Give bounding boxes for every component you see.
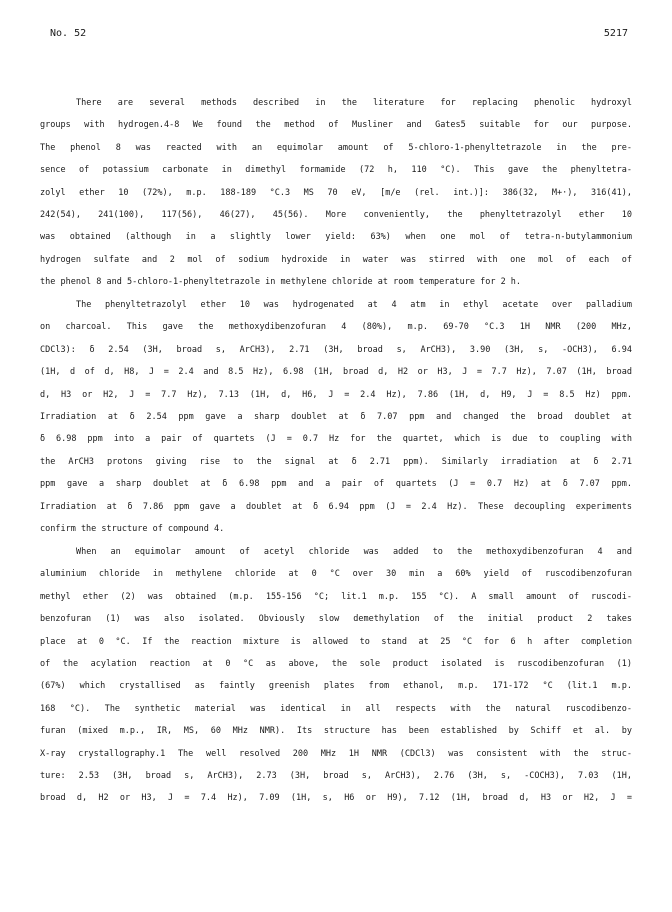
text-line: the phenol 8 and 5-chloro-1-phenyltetrazole in methylene chloride at room temperature for 2 h. — [40, 277, 522, 288]
text-line: furan (mixed m.p., IR, MS, 60 MHz NMR). Its structure has been established by Schiff et al. by — [40, 726, 632, 737]
text-line: X-ray crystallography.1 The well resolved 200 MHz 1H NMR (CDCl3) was consistent with the struc- — [40, 748, 632, 759]
text-line: (67%) which crystallised as faintly greenish plates from ethanol, m.p. 171-172 °C (lit.1 m.p. — [40, 681, 632, 692]
text-line: 168 °C). The synthetic material was identical in all respects with the natural ruscodibenzo- — [40, 703, 632, 714]
text-line: The phenol 8 was reacted with an equimolar amount of 5-chloro-1-phenyltetrazole in the pre- — [40, 142, 632, 153]
text-line: The phenyltetrazolyl ether 10 was hydrogenated at 4 atm in ethyl acetate over palladium — [76, 300, 632, 310]
paragraph-methods — [40, 92, 632, 294]
text-line: d, H3 or H2, J = 7.7 Hz), 7.13 (1H, d, H6, J = 2.4 Hz), 7.86 (1H, d, H9, J = 8.5 Hz) ppm. — [40, 389, 632, 400]
text-line: Irradiation at δ 2.54 ppm gave a sharp doublet at δ 7.07 ppm and changed the broad doublet at — [40, 412, 632, 423]
text-line: ture: 2.53 (3H, broad s, ArCH3), 2.73 (3H, broad s, ArCH3), 2.76 (3H, s, -COCH3), 7.03 (1H, — [40, 771, 632, 782]
text-line: hydrogen sulfate and 2 mol of sodium hydroxide in water was stirred with one mol of each of — [40, 254, 632, 265]
text-line: (1H, d of d, H8, J = 2.4 and 8.5 Hz), 6.98 (1H, broad d, H2 or H3, J = 7.7 Hz), 7.07 (1H, broad — [40, 367, 632, 378]
text-line: on charcoal. This gave the methoxydibenzofuran 4 (80%), m.p. 69-70 °C.3 1H NMR (200 MHz, — [40, 322, 632, 333]
text-line: When an equimolar amount of acetyl chloride was added to the methoxydibenzofuran 4 and — [76, 547, 632, 557]
text-line: benzofuran (1) was also isolated. Obviously slow demethylation of the initial product 2 takes — [40, 614, 632, 625]
text-line: 242(54), 241(100), 117(56), 46(27), 45(56). More conveniently, the phenyltetrazolyl ether 10 — [40, 210, 632, 221]
paragraph-acylation — [40, 541, 632, 810]
paragraph-hydrogenation — [40, 294, 632, 540]
text-line: Irradiation at δ 7.86 ppm gave a doublet at δ 6.94 ppm (J = 2.4 Hz). These decoupling experiments — [40, 501, 632, 512]
text-line: δ 6.98 ppm into a pair of quartets (J = 0.7 Hz for the quartet, which is due to coupling with — [40, 434, 632, 445]
text-line: methyl ether (2) was obtained (m.p. 155-156 °C; lit.1 m.p. 155 °C). A small amount of ruscodi- — [40, 591, 632, 602]
text-line: sence of potassium carbonate in dimethyl formamide (72 h, 110 °C). This gave the phenyltetra- — [40, 165, 632, 176]
text-line: groups with hydrogen.4-8 We found the method of Musliner and Gates5 suitable for our purpose. — [40, 120, 632, 131]
text-line: ppm gave a sharp doublet at δ 6.98 ppm and a pair of quartets (J = 0.7 Hz) at δ 7.07 ppm. — [40, 479, 632, 490]
text-line: was obtained (although in a slightly lower yield: 63%) when one mol of tetra-n-butylammonium — [40, 232, 632, 243]
page-number: 5217 — [603, 28, 628, 39]
issue-number: No. 52 — [50, 28, 87, 39]
text-line: CDCl3): δ 2.54 (3H, broad s, ArCH3), 2.71 (3H, broad s, ArCH3), 3.90 (3H, s, -OCH3), 6.94 — [40, 344, 632, 355]
text-line: aluminium chloride in methylene chloride at 0 °C over 30 min a 60% yield of ruscodibenzofuran — [40, 569, 632, 580]
text-line: broad d, H2 or H3, J = 7.4 Hz), 7.09 (1H, s, H6 or H9), 7.12 (1H, broad d, H3 or H2, J = — [40, 793, 632, 804]
text-line: place at 0 °C. If the reaction mixture is allowed to stand at 25 °C for 6 h after completion — [40, 636, 632, 647]
text-line: There are several methods described in the literature for replacing phenolic hydroxyl — [76, 98, 632, 108]
text-line: the ArCH3 protons giving rise to the signal at δ 2.71 ppm). Similarly irradiation at δ 2.71 — [40, 456, 632, 467]
text-line: of the acylation reaction at 0 °C as above, the sole product isolated is ruscodibenzofuran (1) — [40, 659, 632, 670]
text-line: confirm the structure of compound 4. — [40, 524, 225, 535]
text-line: zolyl ether 10 (72%), m.p. 188-189 °C.3 MS 70 eV, [m/e (rel. int.)]: 386(32, M+·), 316(41), — [40, 187, 632, 198]
